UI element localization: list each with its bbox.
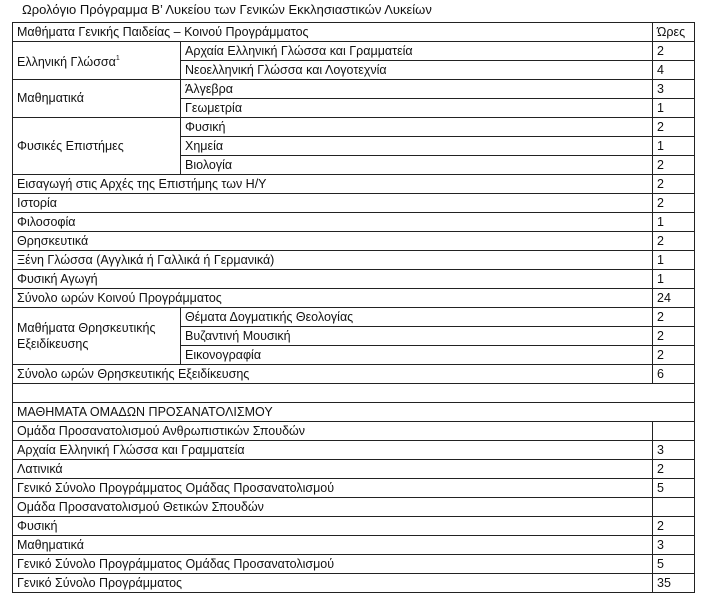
group-label-greek — [13, 42, 181, 80]
table-row — [13, 270, 695, 289]
subject-hours: 2 — [653, 118, 695, 137]
table-row — [13, 80, 695, 99]
subject-name: Μαθηματικά — [13, 536, 653, 555]
total-hours: 24 — [653, 289, 695, 308]
subject-hours: 2 — [653, 175, 695, 194]
total-hours: 5 — [653, 479, 695, 498]
subject-name: Θέματα Δογματικής Θεολογίας — [181, 308, 653, 327]
group-title-row — [13, 498, 695, 517]
subject-hours: 2 — [653, 517, 695, 536]
header-hours: Ώρες — [653, 23, 695, 42]
table-row — [13, 213, 695, 232]
subject-name: Ξένη Γλώσσα (Αγγλικά ή Γαλλικά ή Γερμανικά) — [13, 251, 653, 270]
table-row — [13, 118, 695, 137]
subject-hours: 1 — [653, 251, 695, 270]
subject-hours: 1 — [653, 137, 695, 156]
subject-name: Φυσική Αγωγή — [13, 270, 653, 289]
total-hours: 6 — [653, 365, 695, 384]
subject-hours: 2 — [653, 156, 695, 175]
subject-name: Αρχαία Ελληνική Γλώσσα και Γραμματεία — [181, 42, 653, 61]
subject-name: Νεοελληνική Γλώσσα και Λογοτεχνία — [181, 61, 653, 80]
header-row — [13, 23, 695, 42]
subject-hours: 2 — [653, 232, 695, 251]
empty-hours — [653, 422, 695, 441]
subject-name: Εισαγωγή στις Αρχές της Επιστήμης των Η/Υ — [13, 175, 653, 194]
total-row — [13, 479, 695, 498]
subject-hours: 1 — [653, 213, 695, 232]
subject-name: Φυσική — [13, 517, 653, 536]
total-name: Σύνολο ωρών Θρησκευτικής Εξειδίκευσης — [13, 365, 653, 384]
group-title: Ομάδα Προσανατολισμού Θετικών Σπουδών — [13, 498, 653, 517]
group-title: Ομάδα Προσανατολισμού Ανθρωπιστικών Σπουδών — [13, 422, 653, 441]
subject-name: Βυζαντινή Μουσική — [181, 327, 653, 346]
group-label-religious — [13, 308, 181, 365]
subject-hours: 4 — [653, 61, 695, 80]
subject-hours: 2 — [653, 346, 695, 365]
subject-name: Θρησκευτικά — [13, 232, 653, 251]
empty-row — [13, 384, 695, 403]
group-title-row — [13, 422, 695, 441]
table-row — [13, 517, 695, 536]
subject-name: Βιολογία — [181, 156, 653, 175]
timetable — [12, 22, 695, 593]
group-label-math: Μαθηματικά — [13, 80, 181, 118]
subject-name: Άλγεβρα — [181, 80, 653, 99]
subject-hours: 2 — [653, 460, 695, 479]
subject-hours: 2 — [653, 327, 695, 346]
subject-hours: 2 — [653, 194, 695, 213]
subject-name: Εικονογραφία — [181, 346, 653, 365]
subject-hours: 2 — [653, 308, 695, 327]
table-row — [13, 441, 695, 460]
total-row — [13, 555, 695, 574]
table-row — [13, 194, 695, 213]
subject-name: Χημεία — [181, 137, 653, 156]
empty-hours — [653, 498, 695, 517]
footnote-marker: 1 — [115, 55, 120, 62]
subject-hours: 1 — [653, 270, 695, 289]
table-caption: Ωρολόγιο Πρόγραμμα Β’ Λυκείου των Γενικών Εκκλησιαστικών Λυκείων — [22, 2, 432, 17]
total-name: Σύνολο ωρών Κοινού Προγράμματος — [13, 289, 653, 308]
table-row — [13, 460, 695, 479]
subject-hours: 1 — [653, 99, 695, 118]
table-row — [13, 42, 695, 61]
empty-cell — [13, 384, 695, 403]
subject-hours: 3 — [653, 441, 695, 460]
table-row — [13, 536, 695, 555]
group-label-science: Φυσικές Επιστήμες — [13, 118, 181, 175]
group-label-line1: Μαθήματα Θρησκευτικής — [17, 321, 156, 335]
section-title: ΜΑΘΗΜΑΤΑ ΟΜΑΔΩΝ ΠΡΟΣΑΝΑΤΟΛΙΣΜΟΥ — [13, 403, 695, 422]
subject-hours: 3 — [653, 536, 695, 555]
total-hours: 5 — [653, 555, 695, 574]
total-name: Γενικό Σύνολο Προγράμματος Ομάδας Προσανατολισμού — [13, 479, 653, 498]
total-row — [13, 365, 695, 384]
table-row — [13, 308, 695, 327]
table-row — [13, 251, 695, 270]
subject-name: Φιλοσοφία — [13, 213, 653, 232]
total-name: Γενικό Σύνολο Προγράμματος Ομάδας Προσανατολισμού — [13, 555, 653, 574]
grand-total-hours: 35 — [653, 574, 695, 593]
subject-hours: 3 — [653, 80, 695, 99]
group-label-line2: Εξειδίκευσης — [17, 337, 89, 351]
total-row — [13, 289, 695, 308]
grand-total-name: Γενικό Σύνολο Προγράμματος — [13, 574, 653, 593]
section-title-row — [13, 403, 695, 422]
subject-name: Γεωμετρία — [181, 99, 653, 118]
group-label-text: Ελληνική Γλώσσα — [17, 55, 116, 69]
subject-name: Λατινικά — [13, 460, 653, 479]
grand-total-row — [13, 574, 695, 593]
subject-name: Αρχαία Ελληνική Γλώσσα και Γραμματεία — [13, 441, 653, 460]
subject-hours: 2 — [653, 42, 695, 61]
table-row — [13, 175, 695, 194]
header-title: Μαθήματα Γενικής Παιδείας – Κοινού Προγράμματος — [13, 23, 653, 42]
subject-name: Ιστορία — [13, 194, 653, 213]
subject-name: Φυσική — [181, 118, 653, 137]
table-row — [13, 232, 695, 251]
